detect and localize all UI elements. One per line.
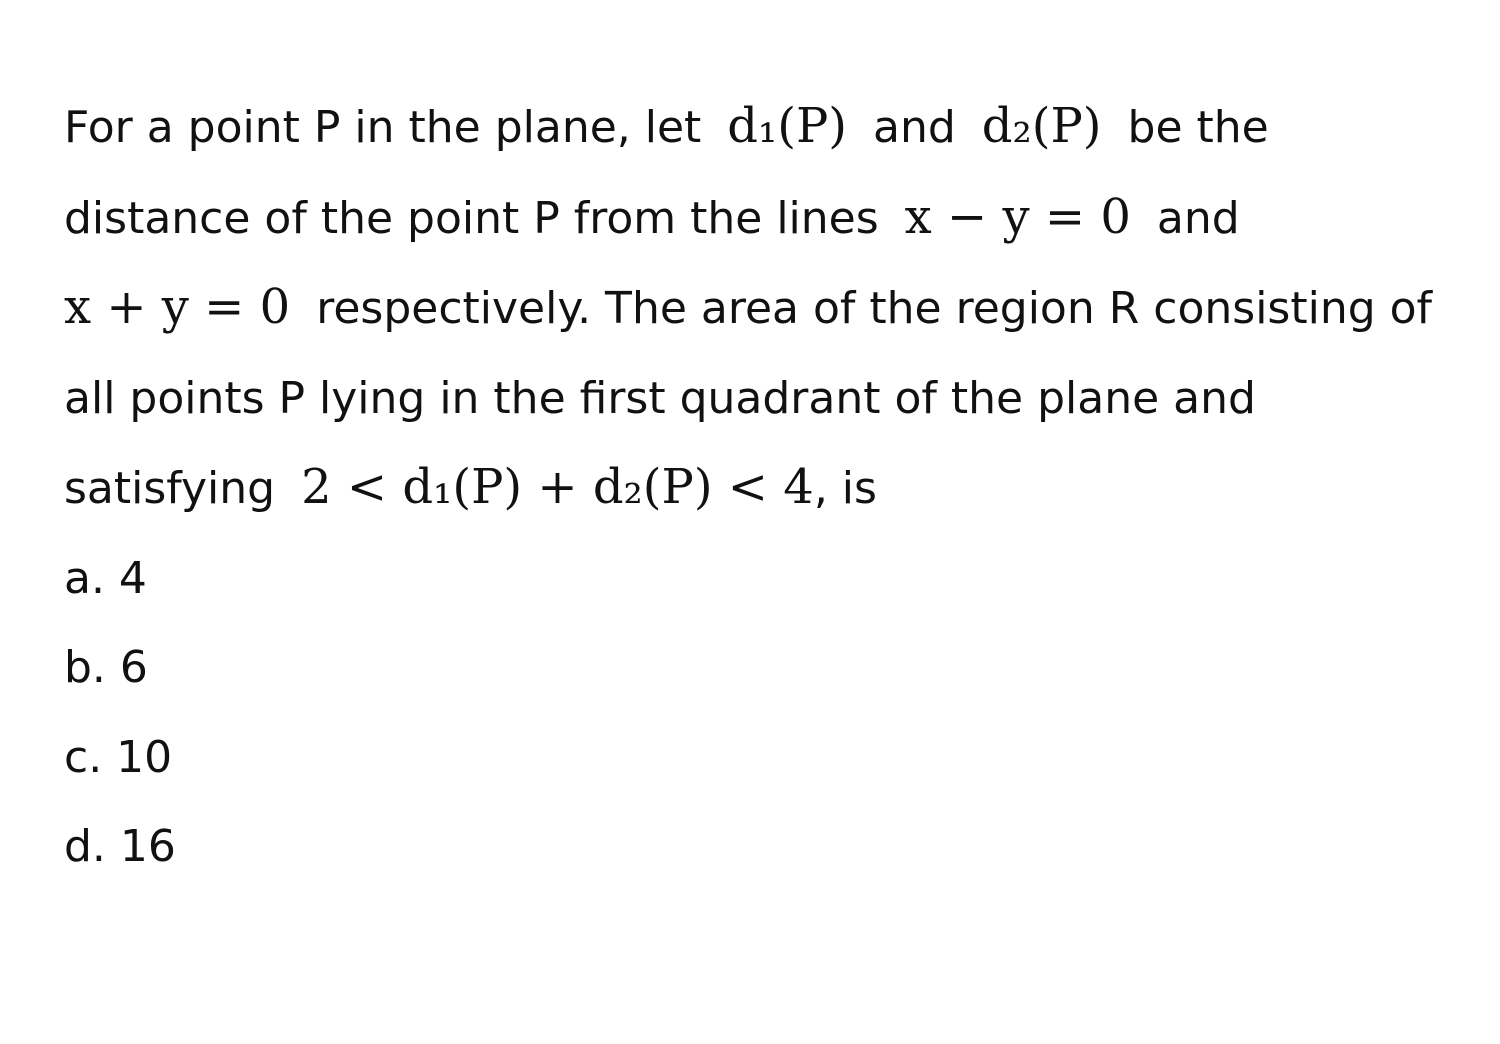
option-d: d. 16	[64, 821, 176, 872]
question-block	[64, 82, 1444, 892]
option-a: a. 4	[64, 552, 147, 604]
math-d2p: d₂(P)	[981, 98, 1102, 154]
math-inequality: 2 < d₁(P) + d₂(P) < 4	[301, 459, 814, 515]
option-b: b. 6	[64, 642, 148, 693]
option-c: c. 10	[64, 731, 173, 783]
question-stem	[64, 82, 1444, 534]
stem-text-5: respectively. The area of the region R consisting of all points P lying in the first quadrant of the plane and satisfying	[64, 283, 1433, 514]
stem-text-6: , is	[813, 463, 877, 514]
math-line-2: x + y = 0	[64, 279, 291, 335]
stem-text-3: be the distance of the point P from the lines	[64, 102, 1269, 244]
math-line-1: x − y = 0	[904, 188, 1131, 245]
stem-text-2: and	[873, 102, 956, 153]
stem-text-1: For a point P in the plane, let	[64, 102, 702, 153]
math-d1p: d₁(P)	[727, 98, 848, 154]
stem-text-4: and	[1156, 192, 1240, 244]
